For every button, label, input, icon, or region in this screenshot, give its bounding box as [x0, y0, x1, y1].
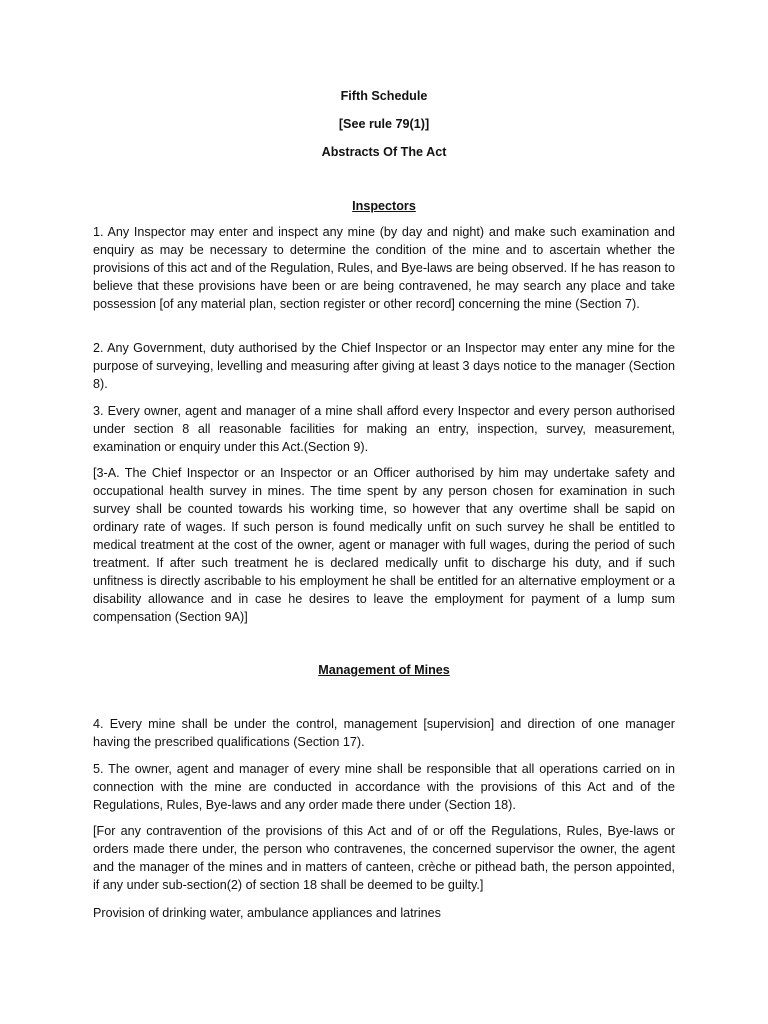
document-title: Fifth Schedule — [340, 89, 428, 103]
paragraph-inspectors-2: 2. Any Government, duty authorised by the Chief Inspector or an Inspector may enter any mine for the purpose of surveying, levelling and measuring after giving at least 3 days notice to the manager (Section 8). — [93, 341, 675, 391]
document-subtitle: Abstracts Of The Act — [321, 145, 447, 159]
paragraph-inspectors-1: 1. Any Inspector may enter and inspect any mine (by day and night) and make such examination and enquiry as may be necessary to determine the condition of the mine and to ascertain whether the provisions of this act and of the Regulation, Rules, and Bye-laws are being observed. If he has reason to believe that these provisions have been or are being contravened, he may search any place and take possession [of any material plan, section register or other record] concerning the mine (Section 7). — [93, 225, 675, 311]
paragraph-inspectors-3: 3. Every owner, agent and manager of a mine shall afford every Inspector and every person authorised under section 8 all reasonable facilities for making an entry, inspection, survey, measurement, examination or enquiry under this Act.(Section 9). — [93, 404, 675, 454]
section-heading-inspectors: Inspectors — [352, 199, 416, 213]
rule-reference: [See rule 79(1)] — [338, 117, 430, 131]
paragraph-inspectors-3a: [3-A. The Chief Inspector or an Inspector or an Officer authorised by him may undertake safety and occupational health survey in mines. The time spent by any person chosen for examination in such survey shall be counted towards his working time, so however that any overtime shall be sapid on ordinary rate of wages. If such person is found medically unfit on such survey he shall be entitled to medical treatment at the cost of the owner, agent or manager with full wages, during the period of such treatment. If after such treatment he is declared medically unfit to discharge his duty, and if such unfitness is directly ascribable to his employment he shall be entitled for an alternative employment or a disability allowance and in case he desires to leave the employment for payment of a lump sum compensation (Section 9A)] — [93, 466, 675, 624]
section-heading-management: Management of Mines — [318, 663, 450, 677]
paragraph-management-5: 5. The owner, agent and manager of every mine shall be responsible that all operations carried on in connection with the mine are conducted in accordance with the provisions of this Act and of the Regulations, Rules, Bye-laws and any order made there under (Section 18). — [93, 762, 675, 812]
drinking-water-provision-line: Provision of drinking water, ambulance appliances and latrines — [93, 906, 441, 920]
paragraph-management-contravention: [For any contravention of the provisions of this Act and of or off the Regulations, Rules, Bye-laws or orders made there under, the person who contravenes, the concerned supervisor the owner, the agent and the manager of the mines and in matters of canteen, crèche or pithead bath, the person appointed, if any under sub-section(2) of section 18 shall be deemed to be guilty.] — [93, 824, 675, 892]
paragraph-management-4: 4. Every mine shall be under the control, management [supervision] and direction of one manager having the prescribed qualifications (Section 17). — [93, 717, 675, 749]
